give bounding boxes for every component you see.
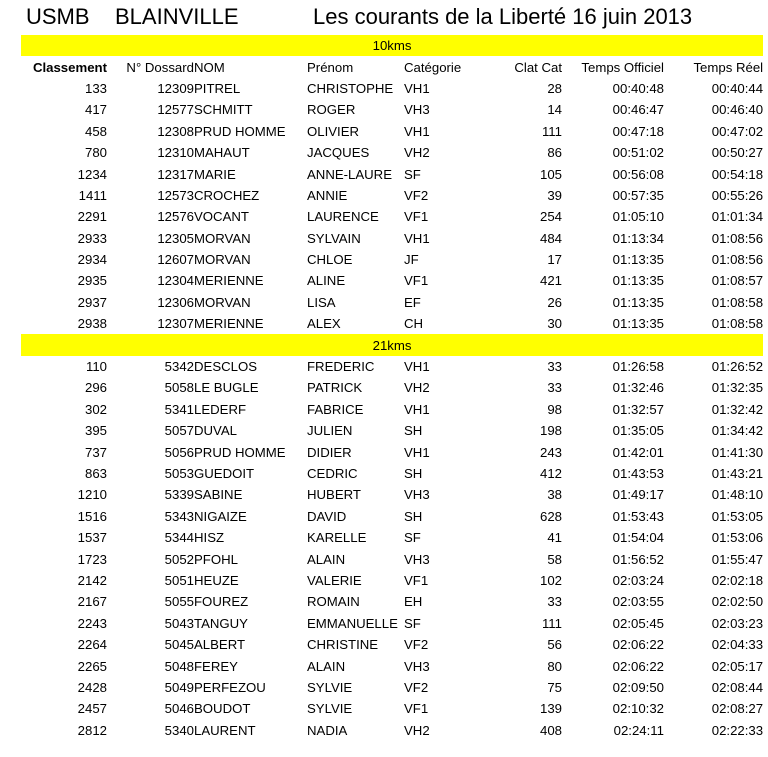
- temps-officiel-cell: 02:06:22: [612, 637, 664, 653]
- table-row: [21, 420, 763, 441]
- temps-reel-cell: 01:34:42: [711, 423, 764, 439]
- prenom-cell: JULIEN: [307, 423, 353, 439]
- categorie-cell: SF: [404, 166, 421, 182]
- temps-reel-cell: 02:08:27: [711, 701, 764, 717]
- clat-cat-cell: 17: [547, 252, 562, 268]
- categorie-cell: VF2: [404, 637, 429, 653]
- bib-cell: 12317: [157, 166, 194, 182]
- rank-cell: 1723: [77, 551, 107, 567]
- table-row: [21, 720, 763, 741]
- temps-officiel-cell: 01:43:53: [612, 466, 664, 481]
- clat-cat-cell: 80: [547, 658, 562, 674]
- rank-cell: 1516: [77, 508, 107, 524]
- nom-cell: ALBERT: [194, 637, 246, 653]
- table-row: [21, 527, 763, 548]
- rank-cell: 395: [84, 423, 107, 439]
- document-title: [0, 4, 768, 34]
- results-table: [21, 35, 763, 741]
- clat-cat-cell: 254: [539, 209, 562, 225]
- clat-cat-cell: 198: [539, 423, 562, 439]
- rank-cell: 2935: [77, 273, 107, 289]
- rank-cell: 2167: [77, 594, 107, 610]
- clat-cat-cell: 26: [547, 294, 562, 310]
- temps-officiel-cell: 01:13:35: [612, 273, 664, 289]
- rank-cell: 133: [84, 80, 107, 96]
- clat-cat-cell: 243: [539, 444, 562, 460]
- header-temps-reel: Temps Réel: [693, 59, 764, 75]
- categorie-cell: VH3: [404, 487, 430, 503]
- table-row: [21, 399, 763, 420]
- header-dossard: N° Dossard: [126, 59, 194, 75]
- temps-reel-cell: 01:48:10: [711, 487, 764, 503]
- clat-cat-cell: 56: [547, 637, 562, 653]
- nom-cell: FOUREZ: [194, 594, 249, 610]
- bib-cell: 5052: [164, 551, 194, 567]
- prenom-cell: ALAIN: [307, 551, 346, 567]
- rank-cell: 2937: [77, 294, 107, 310]
- clat-cat-cell: 33: [547, 380, 562, 396]
- rank-cell: 2938: [77, 316, 107, 332]
- categorie-cell: VH1: [404, 123, 430, 139]
- bib-cell: 5049: [164, 679, 194, 695]
- rank-cell: 2428: [77, 679, 107, 695]
- temps-officiel-cell: 00:56:08: [612, 166, 664, 182]
- table-row: [21, 441, 763, 462]
- clat-cat-cell: 628: [539, 508, 562, 524]
- rank-cell: 2264: [77, 637, 107, 653]
- rank-cell: 1411: [78, 187, 107, 203]
- nom-cell: LAURENT: [194, 722, 256, 738]
- table-row: [21, 356, 763, 377]
- nom-cell: MORVAN: [194, 230, 251, 246]
- rank-cell: 1210: [77, 487, 107, 503]
- table-row: [21, 292, 763, 313]
- table-row: [21, 270, 763, 291]
- categorie-cell: VH1: [404, 80, 430, 96]
- nom-cell: BOUDOT: [194, 701, 251, 717]
- clat-cat-cell: 484: [539, 230, 562, 246]
- categorie-cell: EF: [404, 294, 421, 310]
- table-row: [21, 655, 763, 676]
- prenom-cell: FREDERIC: [307, 359, 375, 375]
- column-header-row: [21, 56, 763, 77]
- nom-cell: PRUD HOMME: [194, 444, 286, 460]
- temps-officiel-cell: 02:09:50: [612, 679, 664, 695]
- categorie-cell: VH2: [404, 722, 430, 738]
- prenom-cell: ALEX: [307, 316, 341, 332]
- categorie-cell: VH3: [404, 551, 430, 567]
- bib-cell: 5051: [164, 572, 194, 588]
- clat-cat-cell: 421: [539, 273, 562, 289]
- temps-reel-cell: 02:04:33: [711, 637, 764, 653]
- rank-cell: 1537: [77, 530, 107, 546]
- bib-cell: 12307: [157, 316, 194, 332]
- table-row: [21, 698, 763, 719]
- temps-officiel-cell: 02:06:22: [612, 658, 664, 674]
- prenom-cell: CHLOE: [307, 252, 353, 268]
- prenom-cell: NADIA: [307, 722, 348, 738]
- categorie-cell: VH3: [404, 658, 430, 674]
- temps-officiel-cell: 01:32:57: [612, 401, 664, 417]
- categorie-cell: VF2: [404, 679, 429, 695]
- temps-reel-cell: 01:43:21: [711, 466, 764, 481]
- categorie-cell: VH1: [404, 401, 430, 417]
- nom-cell: MORVAN: [194, 294, 251, 310]
- prenom-cell: FABRICE: [307, 401, 364, 417]
- nom-cell: VOCANT: [194, 209, 249, 225]
- temps-officiel-cell: 01:32:46: [612, 380, 664, 396]
- clat-cat-cell: 139: [539, 701, 562, 717]
- bib-cell: 12306: [157, 294, 194, 310]
- section-title: 10kms: [21, 35, 763, 56]
- temps-reel-cell: 00:54:18: [711, 166, 764, 182]
- prenom-cell: ROGER: [307, 102, 356, 118]
- temps-officiel-cell: 00:57:35: [612, 187, 664, 203]
- table-row: [21, 570, 763, 591]
- table-row: [21, 185, 763, 206]
- table-row: [21, 249, 763, 270]
- header-prenom: Prénom: [307, 59, 354, 75]
- table-row: [21, 548, 763, 569]
- temps-reel-cell: 02:03:23: [711, 615, 764, 631]
- temps-officiel-cell: 01:13:35: [612, 316, 664, 332]
- temps-officiel-cell: 01:13:35: [612, 252, 664, 268]
- bib-cell: 12308: [157, 123, 194, 139]
- temps-reel-cell: 01:26:52: [711, 359, 764, 375]
- nom-cell: LE BUGLE: [194, 380, 259, 396]
- header-clat-cat: Clat Cat: [514, 59, 562, 75]
- bib-cell: 5056: [164, 444, 194, 460]
- categorie-cell: VF1: [404, 273, 429, 289]
- categorie-cell: VH1: [404, 444, 430, 460]
- rank-cell: 2812: [77, 722, 107, 738]
- bib-cell: 5343: [164, 508, 194, 524]
- categorie-cell: SH: [404, 423, 423, 439]
- nom-cell: NIGAIZE: [194, 508, 247, 524]
- header-temps-officiel: Temps Officiel: [581, 59, 664, 75]
- rank-cell: 2291: [77, 209, 107, 225]
- temps-reel-cell: 01:55:47: [711, 551, 764, 567]
- prenom-cell: LAURENCE: [307, 209, 379, 225]
- clat-cat-cell: 33: [547, 359, 562, 375]
- nom-cell: MERIENNE: [194, 273, 264, 289]
- prenom-cell: ANNIE: [307, 187, 348, 203]
- table-row: [21, 677, 763, 698]
- temps-reel-cell: 00:55:26: [711, 187, 764, 203]
- table-row: [21, 463, 763, 484]
- nom-cell: CROCHEZ: [194, 187, 260, 203]
- temps-officiel-cell: 00:51:02: [612, 145, 664, 161]
- rank-cell: 110: [85, 359, 107, 375]
- results-body: [21, 35, 763, 741]
- clat-cat-cell: 14: [547, 102, 562, 118]
- prenom-cell: VALERIE: [307, 572, 362, 588]
- prenom-cell: SYLVAIN: [307, 230, 361, 246]
- temps-officiel-cell: 01:54:04: [612, 530, 664, 546]
- temps-reel-cell: 01:08:57: [711, 273, 764, 289]
- temps-reel-cell: 01:41:30: [711, 444, 764, 460]
- temps-reel-cell: 01:08:58: [711, 316, 764, 332]
- temps-officiel-cell: 02:10:32: [612, 701, 664, 717]
- nom-cell: PERFEZOU: [194, 679, 266, 695]
- categorie-cell: VF1: [404, 572, 429, 588]
- categorie-cell: VF2: [404, 187, 429, 203]
- clat-cat-cell: 75: [547, 679, 562, 695]
- temps-reel-cell: 02:02:50: [711, 594, 764, 610]
- table-row: [21, 506, 763, 527]
- nom-cell: MERIENNE: [194, 316, 264, 332]
- rank-cell: 296: [84, 380, 107, 396]
- bib-cell: 5057: [164, 423, 194, 439]
- bib-cell: 12576: [157, 209, 194, 225]
- prenom-cell: CHRISTINE: [307, 637, 379, 653]
- prenom-cell: CEDRIC: [307, 466, 358, 481]
- section-band: [21, 334, 763, 355]
- bib-cell: 5340: [164, 722, 194, 738]
- table-row: [21, 634, 763, 655]
- prenom-cell: ROMAIN: [307, 594, 360, 610]
- prenom-cell: ALINE: [307, 273, 346, 289]
- bib-cell: 5048: [164, 658, 194, 674]
- table-row: [21, 78, 763, 99]
- table-row: [21, 613, 763, 634]
- temps-reel-cell: 01:53:06: [711, 530, 764, 546]
- temps-officiel-cell: 00:46:47: [612, 102, 664, 118]
- rank-cell: 737: [84, 444, 107, 460]
- prenom-cell: ALAIN: [307, 658, 346, 674]
- categorie-cell: VH1: [404, 230, 430, 246]
- clat-cat-cell: 58: [547, 551, 562, 567]
- table-row: [21, 163, 763, 184]
- temps-reel-cell: 01:08:56: [711, 230, 764, 246]
- nom-cell: LEDERF: [194, 401, 247, 417]
- clat-cat-cell: 41: [547, 530, 562, 546]
- categorie-cell: SF: [404, 615, 421, 631]
- rank-cell: 2142: [77, 572, 107, 588]
- temps-officiel-cell: 01:26:58: [612, 359, 664, 375]
- table-row: [21, 121, 763, 142]
- temps-reel-cell: 00:46:40: [711, 102, 764, 118]
- clat-cat-cell: 105: [539, 166, 562, 182]
- temps-reel-cell: 02:08:44: [711, 679, 764, 695]
- categorie-cell: SF: [404, 530, 421, 546]
- rank-cell: 2934: [77, 252, 107, 268]
- temps-reel-cell: 02:22:33: [711, 722, 764, 738]
- clat-cat-cell: 408: [539, 722, 562, 738]
- bib-cell: 5055: [164, 594, 194, 610]
- bib-cell: 5344: [164, 530, 194, 546]
- rank-cell: 302: [84, 401, 107, 417]
- categorie-cell: EH: [404, 594, 423, 610]
- nom-cell: MORVAN: [194, 252, 251, 268]
- nom-cell: HISZ: [194, 530, 225, 546]
- rank-cell: 2933: [77, 230, 107, 246]
- categorie-cell: VH2: [404, 380, 430, 396]
- bib-cell: 5339: [164, 487, 194, 503]
- bib-cell: 12309: [157, 80, 194, 96]
- temps-officiel-cell: 00:40:48: [612, 80, 664, 96]
- categorie-cell: VH2: [404, 145, 430, 161]
- categorie-cell: VH3: [404, 102, 430, 118]
- temps-reel-cell: 02:02:18: [711, 572, 764, 588]
- temps-officiel-cell: 02:03:55: [612, 594, 664, 610]
- temps-officiel-cell: 01:35:05: [612, 423, 664, 439]
- nom-cell: SCHMITT: [194, 102, 253, 118]
- clat-cat-cell: 86: [547, 145, 562, 161]
- temps-officiel-cell: 02:03:24: [612, 572, 664, 588]
- table-row: [21, 591, 763, 612]
- temps-reel-cell: 00:47:02: [711, 123, 764, 139]
- clat-cat-cell: 38: [547, 487, 562, 503]
- temps-officiel-cell: 02:05:45: [612, 615, 664, 631]
- temps-reel-cell: 01:08:56: [711, 252, 764, 268]
- temps-officiel-cell: 01:42:01: [612, 444, 664, 460]
- rank-cell: 1234: [77, 166, 107, 182]
- clat-cat-cell: 33: [547, 594, 562, 610]
- clat-cat-cell: 102: [539, 572, 562, 588]
- header-nom: NOM: [194, 59, 225, 75]
- header-classement: Classement: [32, 59, 107, 75]
- clat-cat-cell: 30: [547, 316, 562, 332]
- nom-cell: SABINE: [194, 487, 243, 503]
- table-row: [21, 206, 763, 227]
- rank-cell: 863: [84, 466, 107, 481]
- temps-officiel-cell: 01:49:17: [612, 487, 664, 503]
- table-row: [21, 484, 763, 505]
- prenom-cell: DAVID: [307, 508, 347, 524]
- bib-cell: 5046: [164, 701, 194, 717]
- nom-cell: DUVAL: [194, 423, 237, 439]
- categorie-cell: VF1: [404, 209, 429, 225]
- nom-cell: MARIE: [194, 166, 236, 182]
- nom-cell: MAHAUT: [194, 145, 250, 161]
- prenom-cell: ANNE-LAURE: [307, 166, 393, 182]
- temps-officiel-cell: 00:47:18: [612, 123, 664, 139]
- club-name: USMB: [26, 4, 90, 29]
- clat-cat-cell: 412: [539, 466, 562, 481]
- categorie-cell: SH: [404, 508, 423, 524]
- nom-cell: HEUZE: [194, 572, 239, 588]
- nom-cell: PITREL: [194, 80, 241, 96]
- rank-cell: 417: [84, 102, 107, 118]
- table-row: [21, 142, 763, 163]
- prenom-cell: SYLVIE: [307, 701, 353, 717]
- header-categorie: Catégorie: [404, 59, 462, 75]
- bib-cell: 5053: [164, 466, 194, 481]
- prenom-cell: KARELLE: [307, 530, 367, 546]
- clat-cat-cell: 39: [547, 187, 562, 203]
- table-row: [21, 228, 763, 249]
- clat-cat-cell: 111: [541, 123, 562, 139]
- temps-officiel-cell: 01:13:34: [612, 230, 664, 246]
- nom-cell: FEREY: [194, 658, 238, 674]
- bib-cell: 12310: [157, 145, 194, 161]
- bib-cell: 5341: [164, 401, 194, 417]
- categorie-cell: CH: [404, 316, 424, 332]
- bib-cell: 5342: [164, 359, 194, 375]
- temps-officiel-cell: 01:53:43: [612, 508, 664, 524]
- temps-reel-cell: 01:53:05: [711, 508, 764, 524]
- categorie-cell: VF1: [404, 701, 429, 717]
- table-row: [21, 99, 763, 120]
- bib-cell: 5045: [164, 637, 194, 653]
- prenom-cell: PATRICK: [307, 380, 363, 396]
- nom-cell: PFOHL: [194, 551, 238, 567]
- section-band: [21, 35, 763, 56]
- temps-reel-cell: 00:40:44: [711, 80, 764, 96]
- temps-reel-cell: 02:05:17: [711, 658, 764, 674]
- categorie-cell: JF: [404, 252, 419, 268]
- categorie-cell: VH1: [404, 359, 430, 375]
- prenom-cell: SYLVIE: [307, 679, 353, 695]
- rank-cell: 2243: [77, 615, 107, 631]
- categorie-cell: SH: [404, 466, 423, 481]
- temps-reel-cell: 01:08:58: [711, 294, 764, 310]
- bib-cell: 12305: [157, 230, 194, 246]
- prenom-cell: JACQUES: [307, 145, 370, 161]
- event-title: Les courants de la Liberté 16 juin 2013: [313, 4, 693, 29]
- bib-cell: 12573: [157, 187, 194, 203]
- temps-reel-cell: 01:32:35: [711, 380, 764, 396]
- bib-cell: 12304: [157, 273, 194, 289]
- temps-officiel-cell: 02:24:11: [613, 722, 664, 738]
- prenom-cell: HUBERT: [307, 487, 361, 503]
- rank-cell: 780: [84, 145, 107, 161]
- prenom-cell: CHRISTOPHE: [307, 80, 394, 96]
- prenom-cell: LISA: [307, 294, 336, 310]
- rank-cell: 458: [84, 123, 107, 139]
- table-row: [21, 313, 763, 334]
- clat-cat-cell: 98: [547, 401, 562, 417]
- bib-cell: 5058: [164, 380, 194, 396]
- section-title: 21kms: [21, 334, 763, 355]
- bib-cell: 12607: [157, 252, 194, 268]
- temps-officiel-cell: 01:13:35: [612, 294, 664, 310]
- prenom-cell: EMMANUELLE: [307, 615, 398, 631]
- temps-reel-cell: 00:50:27: [711, 145, 764, 161]
- clat-cat-cell: 111: [541, 615, 562, 631]
- temps-reel-cell: 01:32:42: [711, 401, 764, 417]
- bib-cell: 5043: [164, 615, 194, 631]
- prenom-cell: OLIVIER: [307, 123, 360, 139]
- clat-cat-cell: 28: [547, 80, 562, 96]
- temps-officiel-cell: 01:56:52: [612, 551, 664, 567]
- nom-cell: PRUD HOMME: [194, 123, 286, 139]
- bib-cell: 12577: [157, 102, 194, 118]
- temps-reel-cell: 01:01:34: [711, 209, 764, 225]
- nom-cell: DESCLOS: [194, 359, 258, 375]
- rank-cell: 2265: [77, 658, 107, 674]
- city-name: BLAINVILLE: [115, 4, 239, 29]
- temps-officiel-cell: 01:05:10: [612, 209, 664, 225]
- nom-cell: GUEDOIT: [194, 466, 255, 481]
- prenom-cell: DIDIER: [307, 444, 352, 460]
- table-row: [21, 377, 763, 398]
- nom-cell: TANGUY: [194, 615, 248, 631]
- rank-cell: 2457: [77, 701, 107, 717]
